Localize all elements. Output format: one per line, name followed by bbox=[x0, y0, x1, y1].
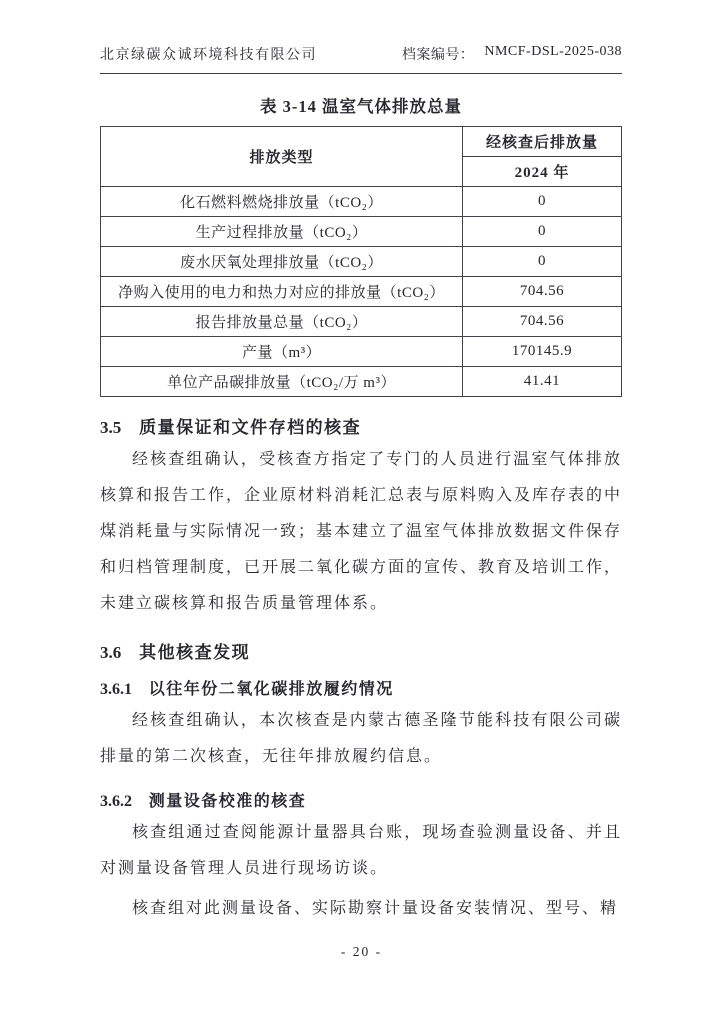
archive-number-label: 档案编号： bbox=[401, 48, 475, 63]
row-value: 0 bbox=[463, 187, 622, 217]
section-number: 3.6.2 bbox=[100, 793, 132, 810]
section-title: 以往年份二氧化碳排放履约情况 bbox=[148, 681, 394, 698]
section-heading-3-6-1 bbox=[100, 676, 622, 699]
archive-number-value: NMCF-DSL-2025-038 bbox=[484, 44, 622, 59]
table-row bbox=[101, 277, 622, 307]
section-3-5-paragraph: 经核查组确认，受核查方指定了专门的人员进行温室气体排放核算和报告工作，企业原材料消耗汇总表与原料购入及库存表的中煤消耗量与实际情况一致；基本建立了温室气体排放数据文件保存和归档管理制度，已开展二氧化碳方面的宣传、教育及培训工作，未建立碳核算和报告质量管理体系。 bbox=[100, 451, 623, 612]
row-value: 704.56 bbox=[463, 307, 622, 337]
table-row bbox=[101, 367, 622, 397]
archive-number bbox=[402, 44, 622, 64]
section-3-6-2-paragraph-1: 核查组通过查阅能源计量器具台账，现场查验测量设备、并且对测量设备管理人员进行现场访谈。 bbox=[100, 824, 622, 877]
table-row bbox=[101, 307, 622, 337]
emissions-table bbox=[100, 126, 622, 397]
page-header bbox=[100, 44, 622, 74]
section-heading-3-6-2 bbox=[100, 788, 622, 811]
row-value: 170145.9 bbox=[463, 337, 622, 367]
table-row bbox=[101, 217, 622, 247]
row-label: 废水厌氧处理排放量（tCO₂） bbox=[101, 247, 463, 277]
section-heading-3-6 bbox=[100, 638, 622, 663]
row-value: 704.56 bbox=[463, 277, 622, 307]
row-label: 产量（m³） bbox=[101, 337, 463, 367]
table-header-row bbox=[101, 127, 622, 157]
company-name: 北京绿碳众诚环境科技有限公司 bbox=[100, 48, 317, 63]
row-label: 单位产品碳排放量（tCO₂/万 m³） bbox=[101, 367, 463, 397]
row-label: 生产过程排放量（tCO₂） bbox=[101, 217, 463, 247]
section-3-6-1-paragraph: 经核查组确认，本次核查是内蒙古德圣隆节能科技有限公司碳排量的第二次核查，无往年排放履约信息。 bbox=[100, 712, 622, 765]
section-number: 3.5 bbox=[100, 418, 122, 437]
row-label: 净购入使用的电力和热力对应的排放量（tCO₂） bbox=[101, 277, 463, 307]
section-title: 测量设备校准的核查 bbox=[148, 793, 307, 810]
section-number: 3.6.1 bbox=[100, 681, 132, 698]
row-label: 报告排放量总量（tCO₂） bbox=[101, 307, 463, 337]
row-value: 41.41 bbox=[463, 367, 622, 397]
col-header-year: 2024 年 bbox=[463, 157, 622, 187]
row-value: 0 bbox=[463, 217, 622, 247]
table-caption: 表 3-14 温室气体排放总量 bbox=[260, 97, 462, 116]
row-value: 0 bbox=[463, 247, 622, 277]
section-title: 其他核查发现 bbox=[139, 643, 251, 662]
row-label: 化石燃料燃烧排放量（tCO₂） bbox=[101, 187, 463, 217]
table-row bbox=[101, 187, 622, 217]
col-header-verified-emissions: 经核查后排放量 bbox=[463, 127, 622, 157]
section-3-6-2-paragraph-2: 核查组对此测量设备、实际勘察计量设备安装情况、型号、精 bbox=[132, 900, 619, 917]
col-header-emission-type: 排放类型 bbox=[101, 127, 463, 187]
section-heading-3-5 bbox=[100, 413, 622, 438]
section-title: 质量保证和文件存档的核查 bbox=[139, 418, 362, 437]
table-row bbox=[101, 337, 622, 367]
section-number: 3.6 bbox=[100, 643, 122, 662]
table-row bbox=[101, 247, 622, 277]
page-number: - 20 - bbox=[340, 944, 383, 959]
